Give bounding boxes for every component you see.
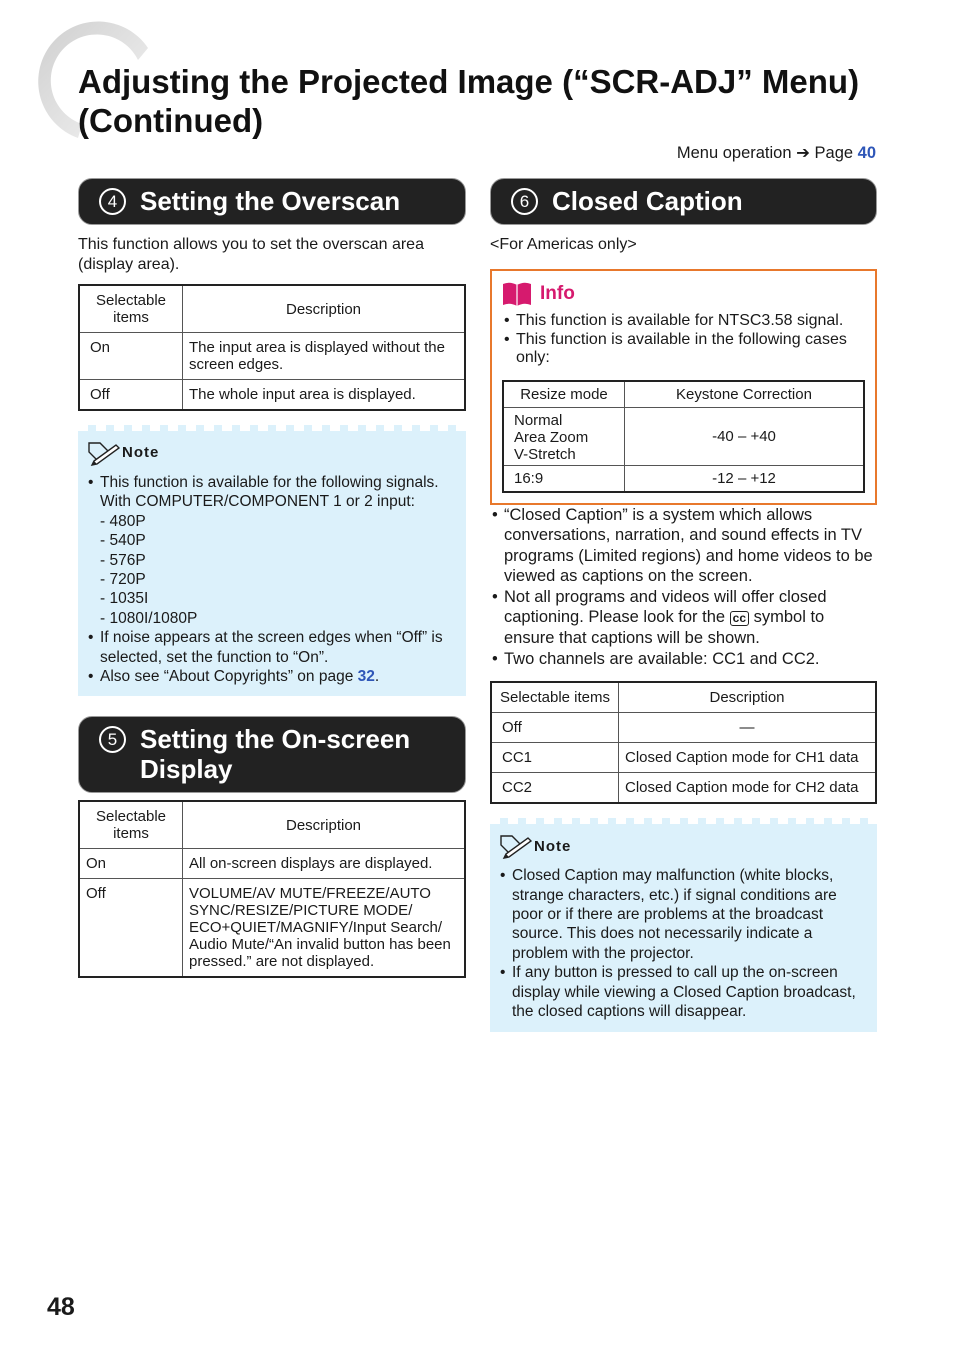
table-row: CC1 Closed Caption mode for CH1 data bbox=[491, 743, 876, 773]
book-icon bbox=[502, 281, 532, 307]
table-row: On The input area is displayed without the screen edges. bbox=[79, 333, 465, 380]
list-item: • This function is available for NTSC3.58 signal. bbox=[502, 312, 865, 331]
copyrights-page-link[interactable]: 32 bbox=[357, 668, 375, 686]
left-column bbox=[78, 178, 466, 978]
table-header: Description bbox=[183, 801, 466, 849]
list-item: • If any button is pressed to call up the on-screen display while viewing a Closed Caption broadcast, the closed captions will disappear. bbox=[498, 963, 869, 1021]
table-header: Selectable items bbox=[491, 682, 619, 713]
info-title: Info bbox=[502, 281, 865, 307]
resize-keystone-table bbox=[502, 380, 865, 493]
right-column bbox=[490, 178, 877, 1032]
pencil-icon bbox=[86, 439, 120, 467]
menu-operation-page-link[interactable]: 40 bbox=[857, 144, 876, 162]
table-row: CC2 Closed Caption mode for CH2 data bbox=[491, 773, 876, 804]
list-item: • This function is available for the following signals. With COMPUTER/COMPONENT 1 or 2 input: - 480P - 540P - 576P - 720P - 1035I - 1080I/1080P bbox=[86, 473, 458, 628]
note-list bbox=[86, 473, 458, 686]
list-item: • Not all programs and videos will offer closed captioning. Please look for the cc symbol to ensure that captions will be shown. bbox=[490, 587, 877, 649]
pencil-icon bbox=[498, 832, 532, 860]
section-number-badge: 5 bbox=[99, 726, 126, 753]
table-row: On All on-screen displays are displayed. bbox=[79, 849, 465, 879]
closed-caption-bullets bbox=[490, 505, 877, 670]
overscan-intro: This function allows you to set the overscan area (display area). bbox=[78, 236, 424, 273]
table-header: Keystone Correction bbox=[625, 381, 865, 408]
table-header: Description bbox=[183, 285, 466, 333]
section-number-badge: 6 bbox=[511, 188, 538, 215]
note-title: Note bbox=[86, 439, 458, 467]
note-title: Note bbox=[498, 832, 869, 860]
closed-caption-note bbox=[490, 818, 877, 1031]
list-item: • This function is available in the following cases only: bbox=[502, 331, 865, 368]
section-number-badge: 4 bbox=[99, 188, 126, 215]
info-box bbox=[490, 269, 877, 505]
list-item: • If noise appears at the screen edges when “Off” is selected, set the function to “On”. bbox=[86, 628, 458, 667]
table-row: Off VOLUME/AV MUTE/FREEZE/AUTO SYNC/RESIZE/PICTURE MODE/ ECO+QUIET/MAGNIFY/Input Search/ Audio Mute/“An invalid button has been pressed.” are not displayed. bbox=[79, 879, 465, 978]
cc-symbol-icon: cc bbox=[730, 611, 749, 626]
osd-table bbox=[78, 800, 466, 978]
page-number: 48 bbox=[47, 1293, 75, 1321]
note-list bbox=[498, 866, 869, 1021]
menu-operation-reference: Menu operation ➔ Page 40 bbox=[676, 144, 876, 162]
overscan-table bbox=[78, 284, 466, 411]
table-row: 16:9 -12 – +12 bbox=[503, 465, 864, 492]
list-item: • Closed Caption may malfunction (white blocks, strange characters, etc.) if signal conditions are poor or if there are problems at the broadcast source. This does not necessarily indicate a problem with the projector. bbox=[498, 866, 869, 963]
table-header: Selectable items bbox=[79, 285, 183, 333]
info-list bbox=[502, 312, 865, 368]
section-heading-overscan: 4 Setting the Overscan bbox=[78, 178, 466, 225]
overscan-note bbox=[78, 425, 466, 696]
closed-caption-table bbox=[490, 681, 877, 804]
page-title: Adjusting the Projected Image (“SCR-ADJ” Menu) (Continued) bbox=[78, 63, 860, 139]
region-note: <For Americas only> bbox=[490, 236, 637, 253]
list-item: • Also see “About Copyrights” on page 32. bbox=[86, 667, 458, 686]
list-item: • Two channels are available: CC1 and CC2. bbox=[490, 649, 877, 670]
list-item: • “Closed Caption” is a system which allows conversations, narration, and sound effects in TV programs (Limited regions) and home videos to be viewed as captions on the screen. bbox=[490, 505, 877, 587]
table-header: Resize mode bbox=[503, 381, 625, 408]
table-row: Off The whole input area is displayed. bbox=[79, 380, 465, 411]
section-heading-osd: 5 Setting the On-screen Display bbox=[78, 716, 466, 793]
table-row: Off — bbox=[491, 713, 876, 743]
table-header: Description bbox=[619, 682, 877, 713]
table-row: Normal Area Zoom V-Stretch -40 – +40 bbox=[503, 407, 864, 465]
section-heading-closed-caption: 6 Closed Caption bbox=[490, 178, 877, 225]
table-header: Selectable items bbox=[79, 801, 183, 849]
